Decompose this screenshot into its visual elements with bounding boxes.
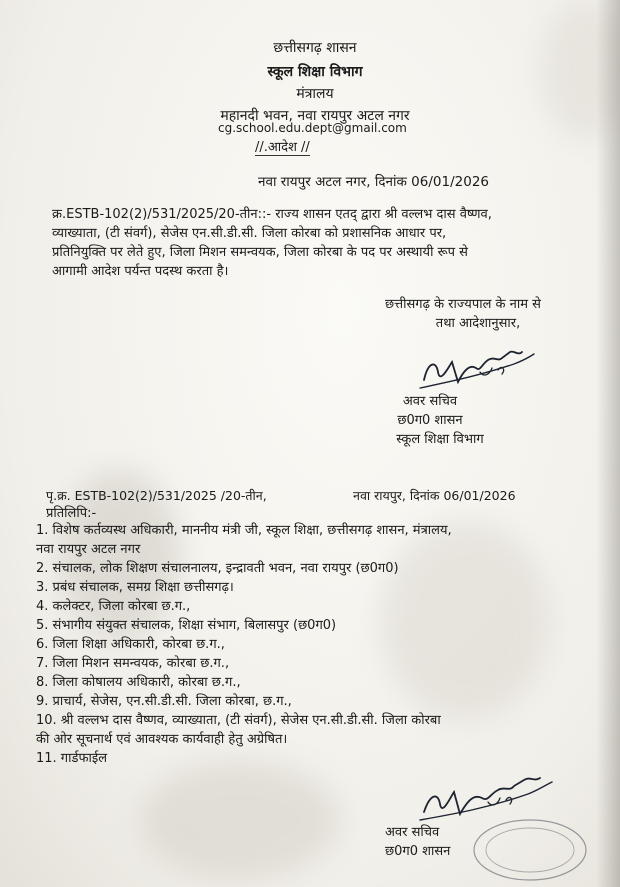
order-body-line: प्रतिनियुक्ति पर लेते हुए, जिला मिशन समन्वयक, जिला कोरबा के पद पर अस्थायी रूप से xyxy=(52,245,468,260)
endorsement-date: नवा रायपुर, दिनांक 06/01/2026 xyxy=(353,488,516,503)
order-title: //.आदेश // xyxy=(255,137,310,156)
authority-line: तथा आदेशानुसार, xyxy=(435,316,521,331)
list-item: 9. प्राचार्य, सेजेस, एन.सी.डी.सी. जिला कोरबा, छ.ग., xyxy=(36,694,292,709)
endorsement-reference: पृ.क्र. ESTB-102(2)/531/2025 /20-तीन, xyxy=(46,488,267,503)
paper-stain xyxy=(140,760,340,880)
signatory-government: छ0ग0 शासन xyxy=(397,413,463,428)
office-name: मंत्रालय xyxy=(296,86,334,102)
government-name: छत्तीसगढ़ शासन xyxy=(273,40,357,56)
paper-edge-shadow xyxy=(596,0,620,887)
signatory-designation: अवर सचिव xyxy=(402,394,458,409)
office-address: महानदी भवन, नवा रायपुर अटल नगर xyxy=(220,108,410,124)
signatory-department: स्कूल शिक्षा विभाग xyxy=(396,432,484,447)
order-body-line: आगामी आदेश पर्यन्त पदस्थ करता है। xyxy=(52,264,229,279)
list-item: 7. जिला मिशन समन्वयक, कोरबा छ.ग., xyxy=(36,656,230,671)
list-item: 2. संचालक, लोक शिक्षण संचालनालय, इन्द्रावती भवन, नवा रायपुर (छ0ग0) xyxy=(36,561,399,576)
copy-to-heading: प्रतिलिपि:- xyxy=(46,506,97,521)
signatory-designation: अवर सचिव xyxy=(385,825,440,840)
email-address: cg.school.edu.dept@gmail.com xyxy=(218,121,407,135)
list-item: 11. गार्डफाईल xyxy=(36,751,108,766)
list-item: 5. संभागीय संयुक्त संचालक, शिक्षा संभाग, बिलासपुर (छ0ग0) xyxy=(36,618,337,633)
order-body-line: व्याख्याता, (टी संवर्ग), सेजेस एन.सी.डी.सी. जिला कोरबा को प्रशासनिक आधार पर, xyxy=(52,226,447,241)
list-item: 10. श्री वल्लभ दास वैष्णव, व्याख्याता, (टी संवर्ग), सेजेस एन.सी.डी.सी. जिला कोरबा xyxy=(36,713,441,728)
order-body-line: क्र.ESTB-102(2)/531/2025/20-तीन::- राज्य शासन एतद् द्वारा श्री वल्लभ दास वैष्णव, xyxy=(52,207,492,222)
list-item: 1. विशेष कर्तव्यस्थ अधिकारी, माननीय मंत्री जी, स्कूल शिक्षा, छत्तीसगढ़ शासन, मंत्रालय, xyxy=(36,523,452,538)
signatory-1-block xyxy=(360,392,500,449)
list-item: 4. कलेक्टर, जिला कोरबा छ.ग., xyxy=(36,599,191,614)
handwritten-signature-1 xyxy=(418,342,538,392)
office-stamp xyxy=(470,812,590,884)
authority-block xyxy=(368,295,558,333)
signatory-government: छ0ग0 शासन xyxy=(385,844,451,859)
order-date-line: नवा रायपुर अटल नगर, दिनांक 06/01/2026 xyxy=(258,174,489,190)
order-body xyxy=(52,205,558,281)
list-item: 3. प्रबंध संचालक, समग्र शिक्षा छत्तीसगढ़। xyxy=(36,580,234,595)
list-item: 8. जिला कोषालय अधिकारी, कोरबा छ.ग., xyxy=(36,675,241,690)
list-item: 6. जिला शिक्षा अधिकारी, कोरबा छ.ग., xyxy=(36,637,225,652)
list-item: की ओर सूचनार्थ एवं आवश्यक कार्यवाही हेतु अग्रेषित। xyxy=(36,732,288,747)
authority-line: छत्तीसगढ़ के राज्यपाल के नाम से xyxy=(385,297,541,312)
copy-to-list xyxy=(36,521,576,768)
list-item: नवा रायपुर अटल नगर xyxy=(36,542,141,557)
department-name: स्कूल शिक्षा विभाग xyxy=(267,64,363,80)
